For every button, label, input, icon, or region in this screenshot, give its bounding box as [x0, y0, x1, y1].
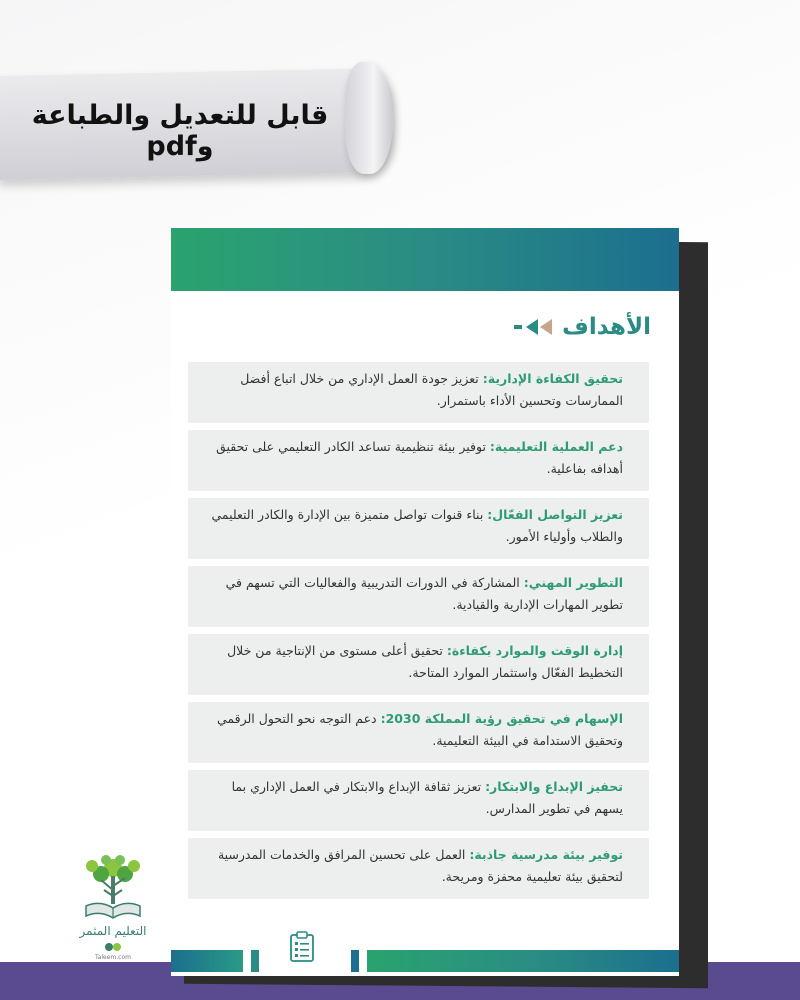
goal-text: العمل على تحسين المرافق والخدمات المدرسية لتحقيق بيئة تعليمية محفزة ومريحة. — [217, 847, 623, 884]
goal-term: تعزيز التواصل الفعّال: — [487, 507, 623, 522]
goal-text: تعزيز جودة العمل الإداري من خلال اتباع أفضل الممارسات وتحسين الأداء باستمرار. — [240, 371, 623, 408]
goal-text: توفير بيئة تنظيمية تساعد الكادر التعليمي على تحقيق أهدافه بفاعلية. — [216, 439, 623, 476]
goal-text: تحقيق أعلى مستوى من الإنتاجية من خلال التخطيط الفعّال واستثمار الموارد المتاحة. — [227, 643, 623, 680]
goal-text: تعزيز ثقافة الإبداع والابتكار في العمل الإداري بما يسهم في تطوير المدارس. — [231, 779, 623, 816]
header-band — [171, 228, 679, 291]
brand-logo — [68, 850, 158, 962]
document-list-icon — [289, 931, 315, 963]
goal-card — [188, 362, 649, 423]
logo-name: التعليم المثمر — [79, 924, 147, 938]
goal-card — [188, 634, 649, 695]
goal-term: دعم العملية التعليمية: — [489, 439, 623, 454]
logo-site: Taleem.com — [95, 954, 131, 961]
banner-curl — [345, 62, 393, 174]
goal-text: بناء قنوات تواصل متميزة بين الإدارة والكادر التعليمي والطلاب وأولياء الأمور. — [211, 507, 623, 544]
goal-term: إدارة الوقت والموارد بكفاءة: — [446, 643, 623, 658]
goal-term: الإسهام في تحقيق رؤية المملكة 2030: — [380, 711, 623, 726]
tree-book-icon — [68, 850, 158, 926]
document-page — [171, 228, 679, 976]
goal-text: المشاركة في الدورات التدريبية والفعاليات التي تسهم في تطوير المهارات الإدارية والقيادية. — [225, 575, 623, 612]
goal-term: التطوير المهني: — [523, 575, 623, 590]
goal-term: تحقيق الكفاءة الإدارية: — [482, 371, 623, 386]
goal-card — [188, 770, 649, 831]
double-arrow-left-icon — [512, 315, 554, 339]
footer-bar — [171, 950, 679, 972]
goal-card — [188, 430, 649, 491]
goal-card — [188, 702, 649, 763]
goal-card — [188, 566, 649, 627]
section-title: الأهداف — [562, 314, 651, 340]
logo-dots-icon — [103, 942, 123, 952]
goal-text: دعم التوجه نحو التحول الرقمي وتحقيق الاستدامة في البيئة التعليمية. — [216, 711, 623, 748]
goal-card — [188, 498, 649, 559]
section-heading — [512, 314, 651, 340]
goal-card — [188, 838, 649, 899]
banner-text: قابل للتعديل والطباعة وpdf — [31, 100, 329, 162]
goal-term: توفير بيئة مدرسية جاذبة: — [469, 847, 623, 862]
goal-term: تحفيز الإبداع والابتكار: — [485, 779, 623, 794]
